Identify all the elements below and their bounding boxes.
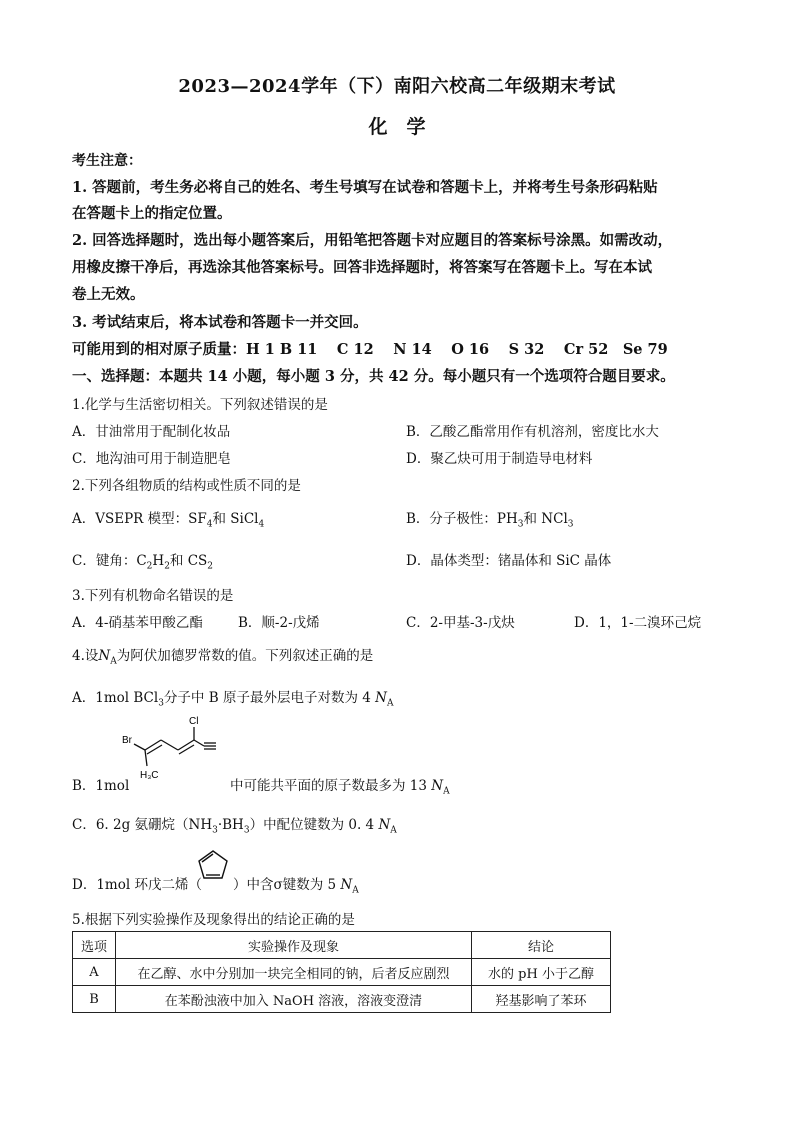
table-header: 实验操作及现象 [116, 932, 472, 959]
table-header: 结论 [472, 932, 611, 959]
table-header-row [73, 932, 611, 959]
section-1-heading: 一、选择题：本题共 14 小题，每小题 3 分，共 42 分。每小题只有一个选项符合题目要求。 [72, 368, 675, 385]
table-row [73, 959, 611, 986]
table-cell: 在乙醇、水中分别加一块完全相同的钠，后者反应剧烈 [116, 959, 472, 986]
q3-option-c: C．2-甲基-3-戊炔 [406, 615, 515, 631]
q3-option-a: A．4-硝基苯甲酸乙酯 [72, 615, 203, 631]
cyclopentadiene-structure [193, 846, 233, 886]
q5-stem: 5.根据下列实验操作及现象得出的结论正确的是 [72, 912, 355, 928]
q2-option-d: D．晶体类型：锗晶体和 SiC 晶体 [406, 553, 612, 569]
q1-option-a: A．甘油常用于配制化妆品 [72, 424, 231, 440]
q1-stem: 1.化学与生活密切相关。下列叙述错误的是 [72, 397, 328, 413]
q4-b-molecule-structure [116, 712, 220, 788]
table-cell: 水的 pH 小于乙醇 [472, 959, 611, 986]
q4-option-b-prefix: B．1mol [72, 778, 130, 794]
notice-item-3: 3. 考试结束后，将本试卷和答题卡一并交回。 [72, 314, 368, 331]
table-row [73, 986, 611, 1013]
notice-heading: 考生注意： [72, 153, 142, 169]
table-cell: 羟基影响了苯环 [472, 986, 611, 1013]
q2-stem: 2.下列各组物质的结构或性质不同的是 [72, 478, 301, 494]
table-header: 选项 [73, 932, 116, 959]
table-cell: A [73, 959, 116, 986]
exam-title: 2023—2024学年（下）南阳六校高二年级期末考试 [178, 76, 616, 97]
q2-option-c: C．键角：$C_2H_2$和 $CS_2$ [72, 553, 214, 572]
table-cell: B [73, 986, 116, 1013]
q3-option-b: B．顺-2-戊烯 [238, 615, 320, 631]
chlorine-label: Cl [189, 716, 199, 727]
q5-table [72, 931, 611, 1013]
q1-option-d: D．聚乙炔可用于制造导电材料 [406, 451, 593, 467]
methyl-label: H₃C [140, 770, 159, 781]
q1-option-c: C．地沟油可用于制造肥皂 [72, 451, 231, 467]
q2-option-b: B．分子极性：$PH_3$和 NCl$_3$ [406, 511, 574, 530]
q1-option-b: B．乙酸乙酯常用作有机溶剂，密度比水大 [406, 424, 659, 440]
notice-item-2-line-2: 用橡皮擦干净后，再选涂其他答案标号。回答非选择题时，将答案写在答题卡上。写在本试 [72, 259, 652, 276]
bromine-label: Br [122, 735, 132, 746]
q4-option-d-prefix: D．1mol 环戊二烯（ [72, 877, 202, 893]
q2-option-a: A．VSEPR 模型：$SF_4$和 SiCl$_4$ [72, 511, 265, 530]
q4-stem: 4.设$N_A$为阿伏加德罗常数的值。下列叙述正确的是 [72, 648, 374, 667]
notice-item-1-line-1: 1. 答题前，考生务必将自己的姓名、考生号填写在试卷和答题卡上，并将考生号条形码粘贴 [72, 179, 658, 196]
q4-option-b: 中可能共平面的原子数最多为 13 $N_A$ [230, 778, 450, 797]
subject-title: 化 学 [368, 116, 426, 138]
notice-item-1-line-2: 在答题卡上的指定位置。 [72, 205, 232, 222]
q4-option-c: C．6. 2g 氨硼烷$(NH_3\cdot BH_3)$中配位键数为 0. 4 $N_A$ [72, 817, 397, 836]
q4-option-a: A．1mol BCl$_3$分子中 B 原子最外层电子对数为 4 $N_A$ [72, 690, 394, 709]
q3-stem: 3.下列有机物命名错误的是 [72, 588, 234, 604]
atomic-masses: 可能用到的相对原子质量：H 1 B 11 C 12 N 14 O 16 S 32 Cr 52 Se 79 [72, 341, 668, 358]
q4-option-d: ）中含σ键数为 5 $N_A$ [233, 877, 359, 896]
table-cell: 在苯酚浊液中加入 NaOH 溶液，溶液变澄清 [116, 986, 472, 1013]
q3-option-d: D．1，1-二溴环己烷 [574, 615, 702, 631]
notice-item-2-line-3: 卷上无效。 [72, 286, 145, 303]
notice-item-2-line-1: 2. 回答选择题时，选出每小题答案后，用铅笔把答题卡对应题目的答案标号涂黑。如需改动， [72, 232, 673, 249]
